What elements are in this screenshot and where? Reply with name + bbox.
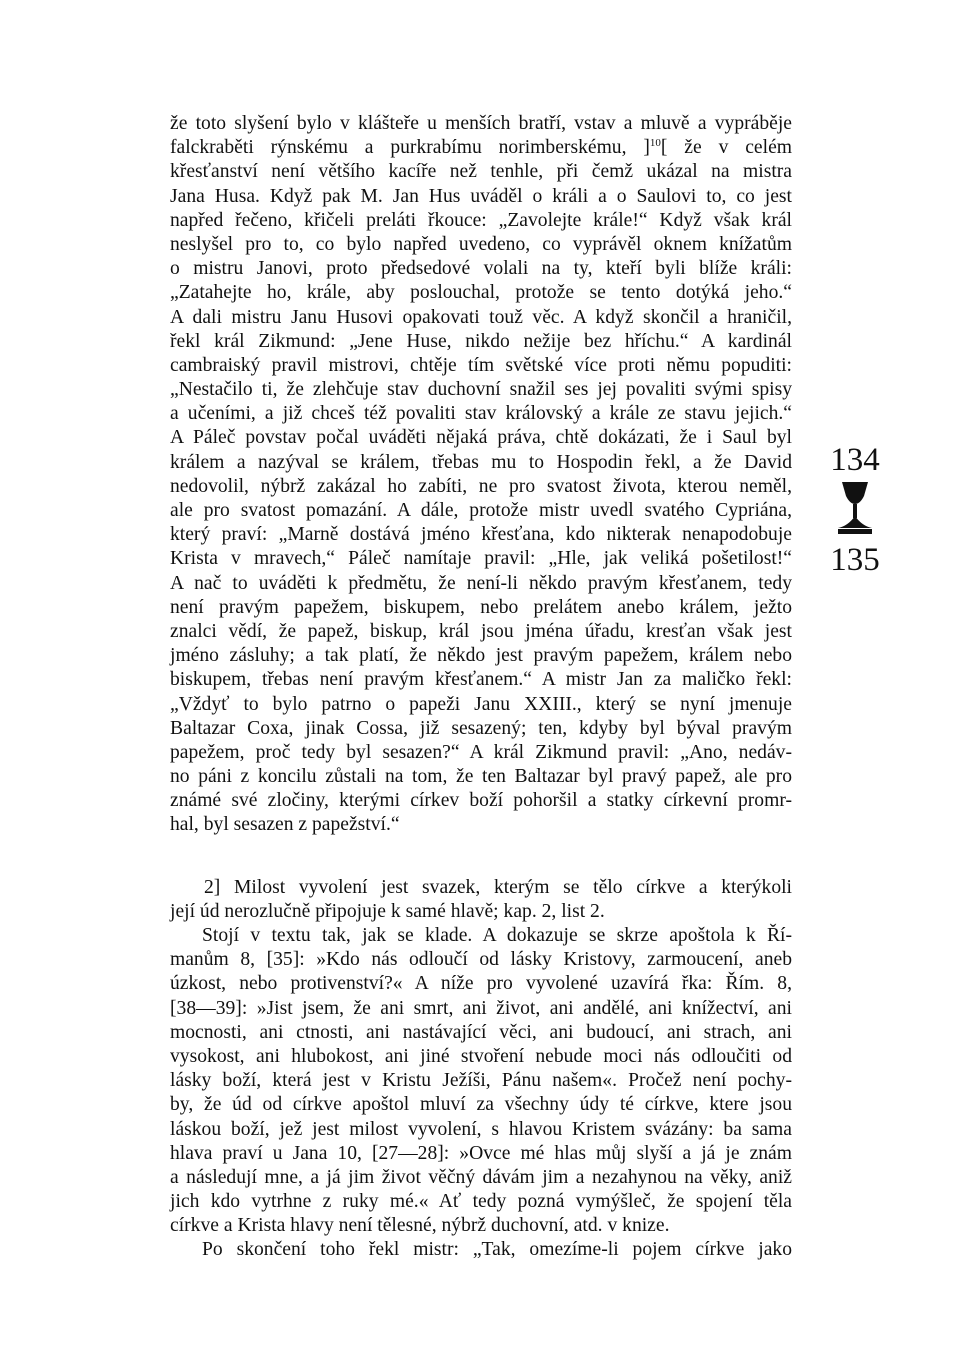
margin-page-reference: [820, 442, 890, 578]
text-line: Po skončení toho řekl mistr: „Tak, omezíme-li pojem církve jako: [202, 1239, 792, 1261]
text-line: láskou boží, jež jest milost vyvolení, s hlavou Kristem svázány: ba sama: [170, 1118, 792, 1140]
text-line: Krista v mravech,“ Páleč namítaje pravil: „Hle, jak veliká pošetilost!“: [170, 548, 792, 570]
text-line: jméno zásluhy; a tak platí, že někdo jest pravým papežem, králem nebo: [170, 645, 792, 667]
text-line: mocnosti, ani ctnosti, ani nastávající věci, ani budoucí, ani strach, ani: [170, 1021, 792, 1043]
text-line: neslyšel pro to, co bylo napřed uvedeno, co vyprávěl oknem knížatům: [170, 233, 792, 255]
text-span: falckraběti rýnskému a purkrabímu norimberskému, ]: [170, 137, 650, 159]
text-line: 2] Milost vyvolení jest svazek, kterým se tělo církve a kterýkoli: [204, 876, 792, 898]
text-line: Stojí v textu tak, jak se klade. A dokazuje se skrze apoštola k Ří-: [202, 925, 792, 946]
text-line: by, že úd od církve apoštol mluví za všechny údy té církve, ktere jsou: [170, 1094, 792, 1116]
text-line: ale pro svatost pomazání. A dále, protože mistr uvedl svatého Cypriána,: [170, 500, 792, 521]
text-line: králem a nazýval se králem, třebas mu to Hospodin řekl, a že David: [170, 451, 792, 473]
text-span: [ že v celém: [660, 137, 793, 159]
text-line: no páni z koncilu zůstali na tom, že ten Baltazar byl pravý papež, ale pro: [170, 766, 792, 788]
text-line: známé své zločiny, kterými církev boží pohoršil a statky církevní promr-: [170, 790, 792, 812]
margin-number-top: 134: [830, 442, 880, 478]
text-line: „Zatahejte ho, krále, aby poslouchal, protože se tento dotýká jeho.“: [170, 282, 792, 304]
text-line: není pravým papežem, biskupem, nebo prelátem anebo králem, ježto: [170, 596, 792, 618]
text-line: řekl král Zikmund: „Jene Huse, nikdo nežije bez hříchu.“ A kardinál: [170, 330, 792, 352]
paragraph-gap: [170, 838, 792, 876]
footnote-marker: 10: [649, 137, 661, 150]
text-line: křesťanství není většího kacíře než tenhle, při čemž ukázal na mistra: [170, 161, 792, 183]
text-line: nedovolil, nýbrž zakázal ho zabíti, ne pro svatost života, kterou neměl,: [170, 475, 792, 497]
text-line: její úd nerozlučně připojuje k samé hlavě; kap. 2, list 2.: [170, 900, 605, 922]
text-line: cambraiský pravil mistrovi, chtěje tím světské více proti němu popuditi:: [170, 354, 792, 376]
text-line: hal, byl sesazen z papežství.“: [170, 814, 400, 836]
text-line: lásky boží, která jest v Kristu Ježíši, Pánu našem«. Pročež není pochy-: [170, 1070, 792, 1092]
text-line-with-note: [170, 136, 792, 160]
text-line: manům 8, [35]: »Kdo nás odloučí od lásky Kristovy, zarmoucení, aneb: [170, 949, 792, 971]
text-line: jich kdo vytrhne z ruky mé.« Ať tedy pozná vymýšleč, že spojení těla: [170, 1191, 792, 1213]
text-line: „Nestačilo ti, že zlehčuje stav duchovní snažil ses jej povaliti svými spisy: [170, 379, 792, 401]
text-line: znalci vědí, že papež, biskup, král jsou jména úřadu, kresťan však jest: [170, 620, 792, 642]
margin-number-bottom: 135: [830, 542, 880, 578]
text-line: a učeními, a již chceš též povaliti stav královský a krále ze stavu jejich.“: [170, 403, 792, 425]
text-line: vysokost, ani hlubokost, ani jiné stvoření nebude moci nás odloučiti od: [170, 1045, 792, 1067]
text-line: Baltazar Coxa, jinak Cossa, již sesazený; ten, kdyby byl býval pravým: [170, 717, 792, 739]
text-line: hlava praví u Jana 10, [27—28]: »Ovce mé hlas můj slyší a já je znám: [170, 1142, 792, 1164]
chalice-icon: [820, 480, 890, 538]
text-line: Jana Husa. Když pak M. Jan Hus uváděl o králi a o Saulovi to, co jest: [170, 185, 792, 207]
text-line: který praví: „Marně dostává jméno křesťana, kdo nikterak nenapodobuje: [170, 524, 792, 546]
text-line: A dali mistru Janu Husovi opakovati touž věc. A když skončil a hraničil,: [170, 306, 792, 328]
text-line: církve a Krista hlavy není tělesné, nýbrž duchovní, atd. v knize.: [170, 1215, 670, 1237]
text-line: úzkost, nebo protivenství?« A níže pro vyvolené uzavírá řka: Řím. 8,: [170, 973, 792, 995]
page-body: [170, 112, 792, 1263]
text-line: o mistru Janovi, proto předsedové volali na ty, kteří byli blíže králi:: [170, 258, 792, 280]
text-line: napřed řečeno, křičeli preláti řkouce: „Zavolejte krále!“ Když však král: [170, 209, 792, 231]
text-line: a následují mne, a já jim život věčný dávám jim a nezahynou na věky, aniž: [170, 1166, 792, 1188]
text-line: A Páleč povstav počal uváděti nějaká práva, chtě dokázati, že i Saul byl: [170, 427, 792, 449]
text-line: [38—39]: »Jist jsem, že ani smrt, ani život, ani andělé, ani knížectví, ani: [170, 997, 792, 1019]
text-line: „Vždyť to bylo patrno o papeži Janu XXIII., který se nyní jmenuje: [170, 693, 792, 715]
text-line: že toto slyšení bylo v klášteře u menších bratří, vstav a mluvě a vypráběje: [170, 113, 792, 134]
text-line: papežem, proč tedy byl sesazen?“ A král Zikmund pravil: „Ano, nedáv-: [170, 741, 792, 763]
text-line: biskupem, třebas není pravým křesťanem.“ A mistr Jan za maličko řekl:: [170, 669, 792, 691]
text-line: A nač to uváděti k předmětu, že není-li někdo pravým křesťanem, tedy: [170, 572, 792, 594]
